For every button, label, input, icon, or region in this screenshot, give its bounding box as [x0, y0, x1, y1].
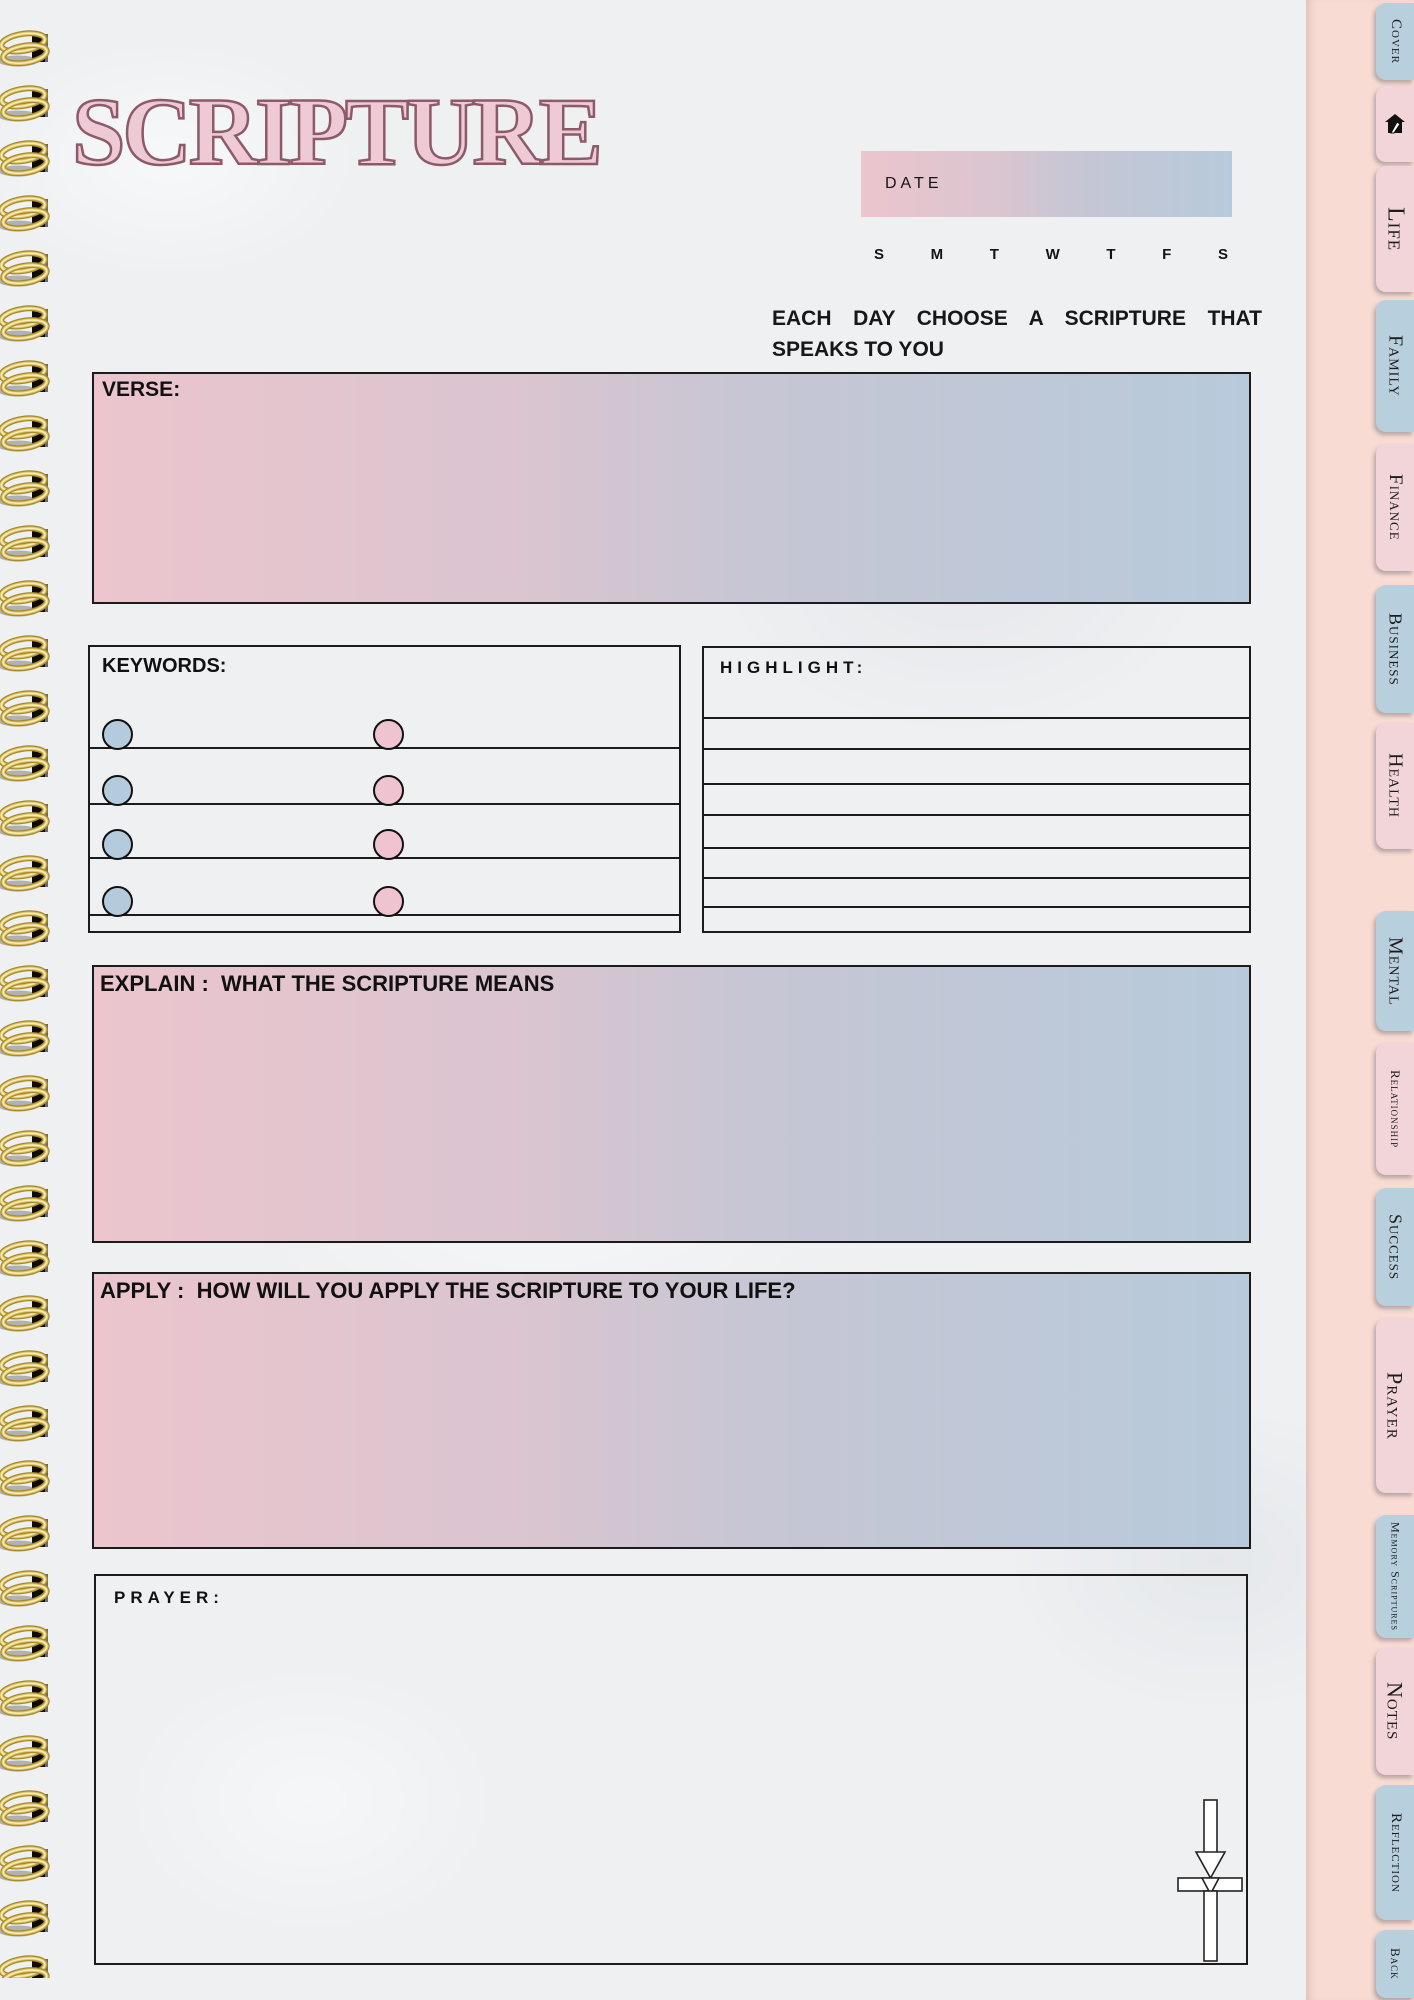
highlight-line — [704, 906, 1249, 908]
apply-label: APPLY : HOW WILL YOU APPLY THE SCRIPTURE TO YOUR LIFE? — [100, 1278, 796, 1303]
keywords-label: KEYWORDS: — [102, 655, 227, 677]
keyword-bullet-pink — [373, 719, 404, 750]
cross-icon — [1174, 1798, 1244, 1966]
instruction-line-2: SPEAKS TO YOU — [772, 338, 944, 361]
tab-notes[interactable]: Notes — [1376, 1648, 1414, 1775]
highlight-line — [704, 877, 1249, 879]
tab-home[interactable] — [1376, 86, 1414, 162]
highlight-line — [704, 717, 1249, 719]
keyword-bullet-blue — [102, 829, 133, 860]
tab-finance[interactable]: Finance — [1376, 444, 1414, 571]
day-letter[interactable]: W — [1045, 246, 1060, 263]
tab-business[interactable]: Business — [1376, 585, 1414, 713]
days-of-week — [874, 246, 1228, 263]
tab-reflection[interactable]: Reflection — [1376, 1785, 1414, 1920]
explain-box[interactable] — [92, 965, 1251, 1243]
tab-mental[interactable]: Mental — [1376, 911, 1414, 1031]
day-letter[interactable]: T — [1106, 246, 1116, 263]
keyword-bullet-pink — [373, 775, 404, 806]
keyword-bullet-pink — [373, 886, 404, 917]
tab-success[interactable]: Success — [1376, 1188, 1414, 1306]
verse-label: VERSE: — [102, 378, 181, 401]
prayer-label: PRAYER: — [114, 1588, 224, 1607]
prayer-box[interactable] — [94, 1574, 1248, 1965]
tab-family[interactable]: Family — [1376, 300, 1414, 432]
explain-label: EXPLAIN : WHAT THE SCRIPTURE MEANS — [100, 971, 555, 996]
apply-box[interactable] — [92, 1272, 1251, 1549]
verse-box[interactable] — [92, 372, 1251, 604]
keywords-box[interactable] — [88, 645, 681, 933]
tab-health[interactable]: Health — [1376, 723, 1414, 849]
highlight-line — [704, 748, 1249, 750]
day-letter[interactable]: S — [874, 246, 885, 263]
date-label: DATE — [885, 175, 943, 192]
tab-memory-scriptures[interactable]: Memory Scriptures — [1376, 1515, 1414, 1638]
highlight-line — [704, 814, 1249, 816]
instruction-text — [772, 303, 1262, 365]
spiral-binding — [0, 0, 60, 2000]
keyword-bullet-blue — [102, 719, 133, 750]
day-letter[interactable]: F — [1162, 246, 1172, 263]
tab-cover[interactable]: Cover — [1376, 3, 1414, 80]
highlight-box[interactable] — [702, 646, 1251, 933]
day-letter[interactable]: T — [989, 246, 999, 263]
day-letter[interactable]: M — [930, 246, 944, 263]
home-pen-icon — [1384, 113, 1406, 135]
tab-relationship[interactable]: Relationship — [1376, 1043, 1414, 1175]
tab-prayer[interactable]: Prayer — [1376, 1318, 1414, 1493]
keyword-bullet-blue — [102, 886, 133, 917]
highlight-line — [704, 783, 1249, 785]
day-letter[interactable]: S — [1217, 246, 1228, 263]
keyword-bullet-blue — [102, 775, 133, 806]
instruction-line-1: EACH DAY CHOOSE A SCRIPTURE THAT — [772, 307, 1262, 330]
keyword-bullet-pink — [373, 829, 404, 860]
page-title: SCRIPTURE — [72, 78, 600, 185]
highlight-line — [704, 847, 1249, 849]
highlight-label: HIGHLIGHT: — [720, 658, 868, 677]
date-field[interactable] — [861, 151, 1232, 217]
tab-back[interactable]: Back — [1376, 1930, 1414, 1998]
tab-life[interactable]: Life — [1376, 166, 1414, 292]
